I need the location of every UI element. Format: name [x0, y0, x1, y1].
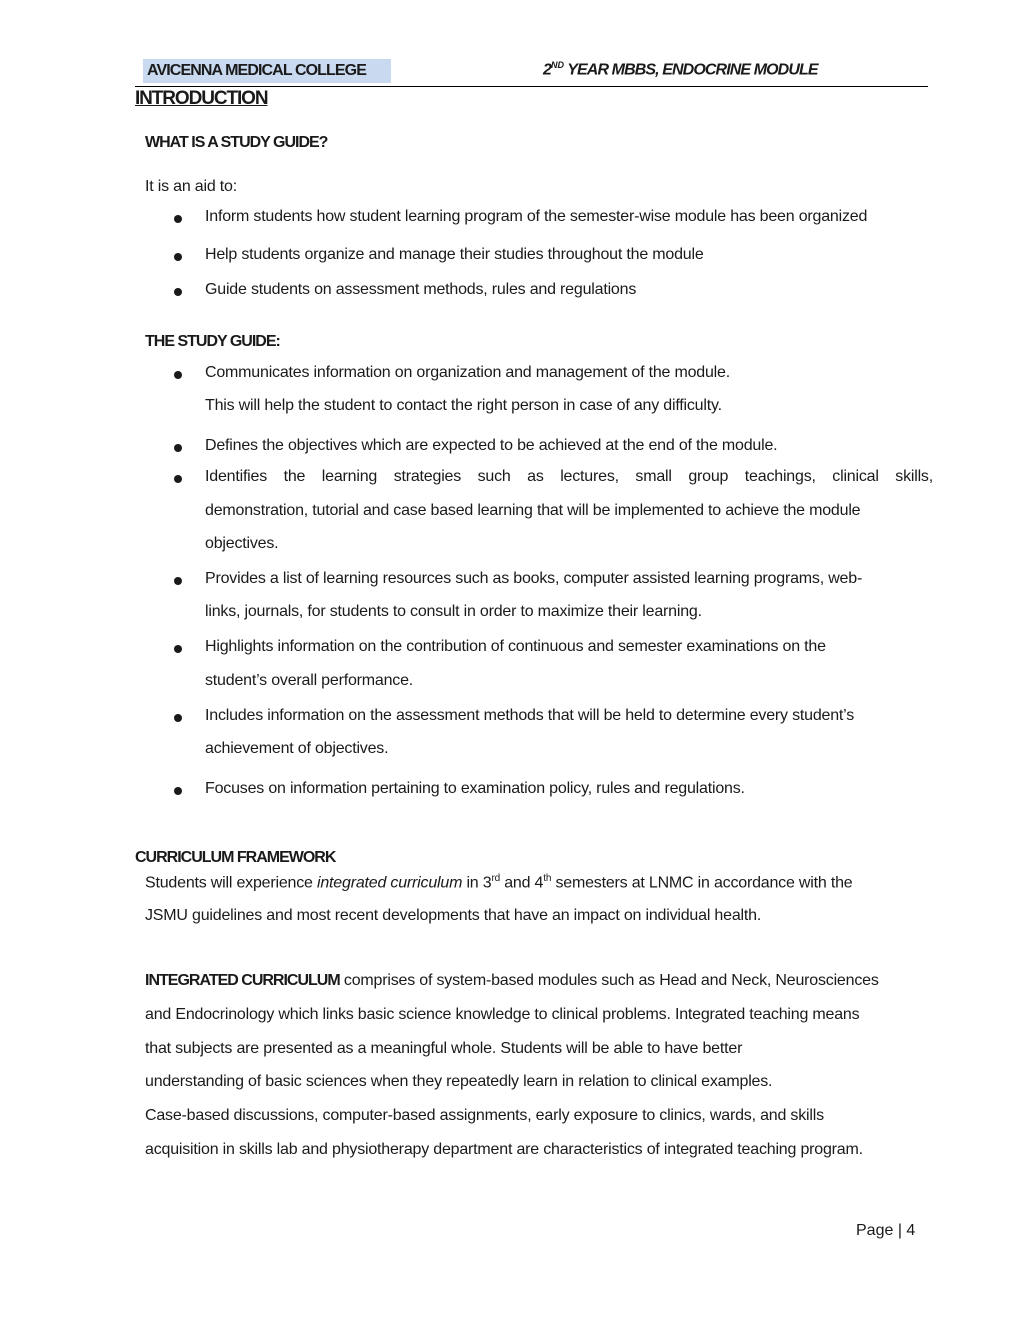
bullet-icon	[174, 475, 182, 483]
word: learning	[321, 468, 378, 485]
word: skills,	[895, 468, 933, 485]
integrated-curriculum-lead: INTEGRATED CURRICULUM	[145, 972, 340, 989]
integrated-line-1	[145, 972, 879, 990]
section-heading-what-is-study-guide: WHAT IS A STUDY GUIDE?	[145, 134, 328, 151]
word: such	[477, 468, 511, 485]
list-item-continuation: achievement of objectives.	[205, 740, 389, 757]
word: clinical	[832, 468, 879, 485]
list-item-continuation: objectives.	[205, 535, 279, 552]
section-heading-the-study-guide: THE STUDY GUIDE:	[145, 333, 280, 350]
study-guide-intro: It is an aid to:	[145, 178, 237, 195]
word: the	[283, 468, 306, 485]
list-item-continuation: student’s overall performance.	[205, 672, 414, 689]
word: as	[527, 468, 544, 485]
header-divider	[135, 86, 928, 87]
text-run: and 4	[499, 874, 544, 892]
bullet-icon	[174, 215, 182, 223]
list-item-continuation: This will help the student to contact the right person in case of any difficulty.	[205, 397, 722, 414]
list-item: Highlights information on the contribution of continuous and semester examinations on the	[205, 638, 826, 655]
integrated-line-2: and Endocrinology which links basic science knowledge to clinical problems. Integrated teaching means	[145, 1006, 860, 1023]
text-run: comprises of system-based modules such as Head and Neck, Neurosciences	[339, 972, 879, 989]
section-heading-curriculum-framework: CURRICULUM FRAMEWORK	[135, 849, 336, 866]
bullet-icon	[174, 577, 182, 585]
word: strategies	[393, 468, 462, 485]
text-run: Students will experience	[145, 874, 317, 892]
bullet-icon	[174, 645, 182, 653]
list-item: Help students organize and manage their studies throughout the module	[205, 246, 704, 263]
word: teachings,	[744, 468, 816, 485]
header-year-number: 2	[543, 61, 551, 79]
integrated-line-6: acquisition in skills lab and physiotherapy department are characteristics of integrated teaching program.	[145, 1141, 863, 1158]
word: small	[635, 468, 672, 485]
list-item: Inform students how student learning program of the semester-wise module has been organized	[205, 208, 868, 225]
header-college: AVICENNA MEDICAL COLLEGE	[143, 59, 391, 83]
bullet-icon	[174, 714, 182, 722]
ordinal-suffix: th	[543, 873, 552, 884]
integrated-line-3: that subjects are presented as a meaningful whole. Students will be able to have better	[145, 1040, 743, 1057]
framework-line-1	[145, 873, 852, 892]
header-module	[543, 60, 818, 79]
list-item: Focuses on information pertaining to examination policy, rules and regulations.	[205, 780, 745, 797]
list-item-continuation: demonstration, tutorial and case based learning that will be implemented to achieve the module	[205, 502, 861, 519]
list-item: Guide students on assessment methods, rules and regulations	[205, 281, 637, 298]
text-run: semesters at LNMC in accordance with the	[551, 874, 853, 892]
emphasis-text: integrated curriculum	[317, 874, 463, 892]
integrated-line-4: understanding of basic sciences when they repeatedly learn in relation to clinical examples.	[145, 1073, 773, 1090]
list-item-justified	[205, 468, 933, 486]
header-year-suffix: ND	[551, 60, 564, 70]
list-item: Provides a list of learning resources such as books, computer assisted learning programs, web-	[205, 570, 863, 587]
list-item: Defines the objectives which are expected to be achieved at the end of the module.	[205, 437, 778, 454]
page-title: INTRODUCTION	[135, 88, 268, 109]
list-item: Communicates information on organization and management of the module.	[205, 364, 730, 381]
bullet-icon	[174, 371, 182, 379]
bullet-icon	[174, 288, 182, 296]
header-module-text: YEAR MBBS, ENDOCRINE MODULE	[564, 61, 818, 79]
text-run: in 3	[462, 874, 492, 892]
word: Identifies	[205, 468, 268, 485]
bullet-icon	[174, 253, 182, 261]
word: lectures,	[560, 468, 619, 485]
bullet-icon	[174, 787, 182, 795]
list-item: Includes information on the assessment methods that will be held to determine every student’s	[205, 707, 855, 724]
framework-line-2: JSMU guidelines and most recent developments that have an impact on individual health.	[145, 907, 762, 924]
ordinal-suffix: rd	[491, 873, 500, 884]
list-item-continuation: links, journals, for students to consult in order to maximize their learning.	[205, 603, 702, 620]
page-number: Page | 4	[856, 1222, 916, 1239]
word: group	[688, 468, 729, 485]
integrated-line-5: Case-based discussions, computer-based assignments, early exposure to clinics, wards, and skills	[145, 1107, 824, 1124]
bullet-icon	[174, 444, 182, 452]
